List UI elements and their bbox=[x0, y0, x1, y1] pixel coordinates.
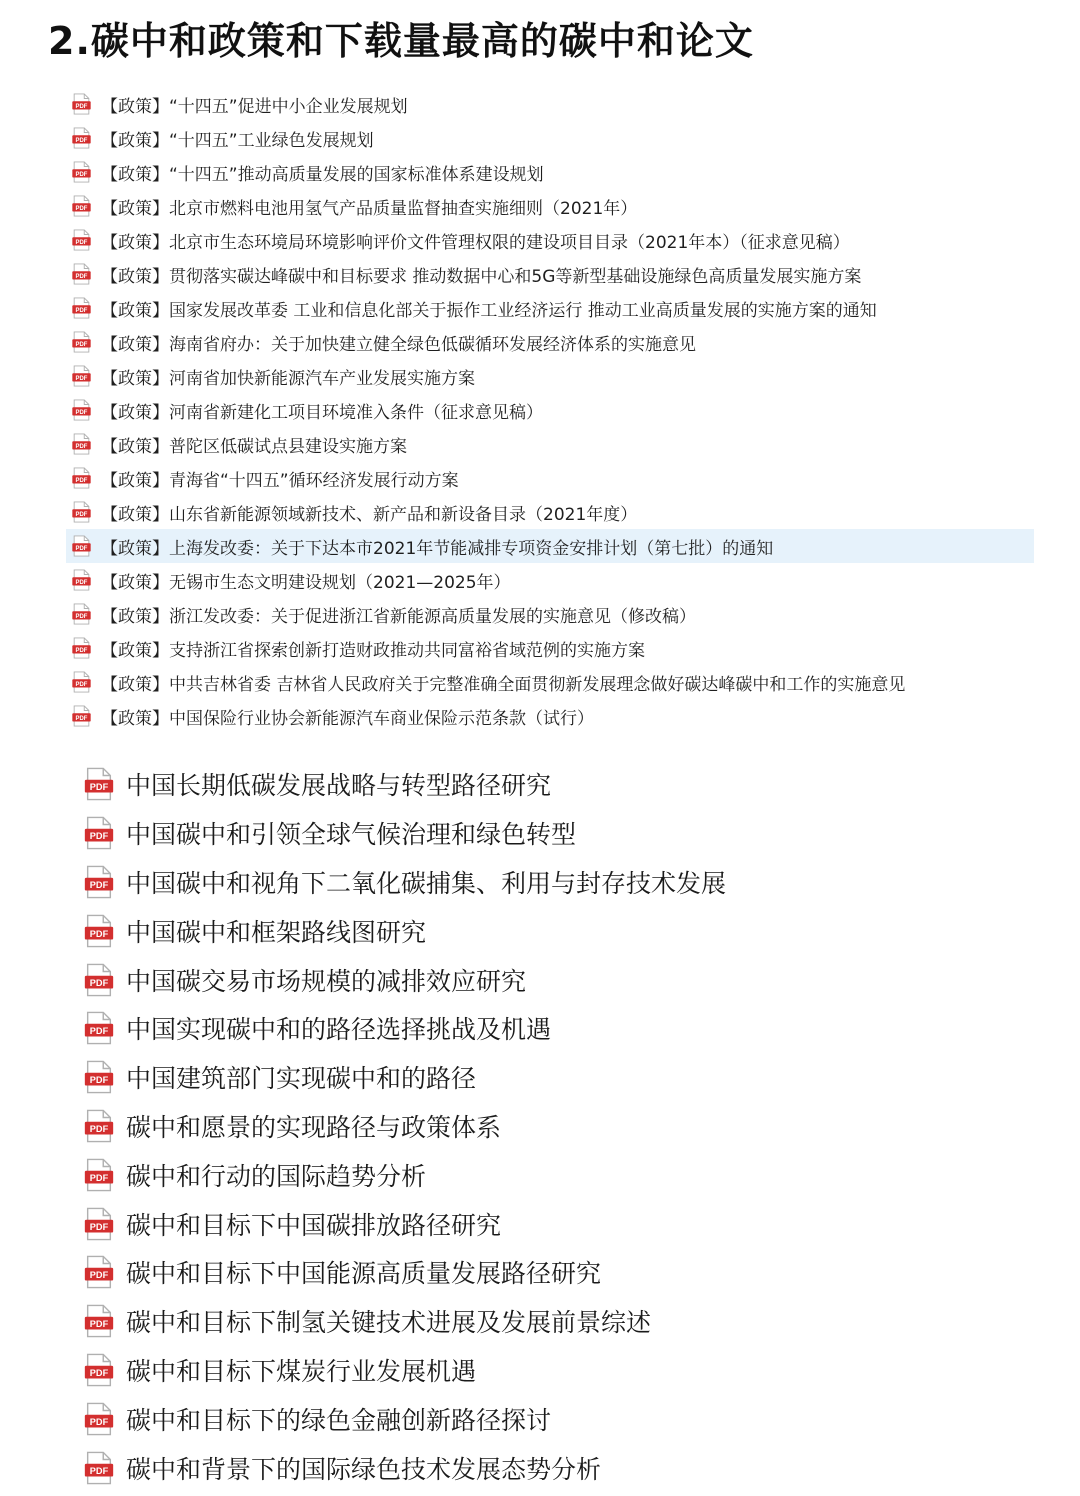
svg-text:PDF: PDF bbox=[75, 443, 88, 450]
pdf-file-icon bbox=[72, 297, 91, 319]
pdf-file-icon bbox=[84, 1451, 114, 1485]
pdf-file-icon bbox=[84, 865, 114, 899]
svg-text:PDF: PDF bbox=[89, 928, 109, 939]
file-name: 【政策】中国保险行业协会新能源汽车商业保险示范条款（试行） bbox=[101, 708, 594, 729]
policy-file-item[interactable] bbox=[66, 597, 1034, 631]
paper-file-item[interactable] bbox=[84, 1004, 1034, 1053]
paper-file-item[interactable] bbox=[84, 1150, 1034, 1199]
file-name: 【政策】上海发改委：关于下达本市2021年节能减排专项资金安排计划（第七批）的通知 bbox=[101, 538, 774, 559]
policy-file-item[interactable] bbox=[66, 393, 1034, 427]
file-name: 碳中和目标下中国能源高质量发展路径研究 bbox=[126, 1259, 602, 1289]
svg-text:PDF: PDF bbox=[89, 1075, 109, 1086]
file-name: 【政策】普陀区低碳试点县建设实施方案 bbox=[101, 436, 407, 457]
svg-text:PDF: PDF bbox=[75, 341, 88, 348]
paper-file-item[interactable] bbox=[84, 1053, 1034, 1102]
svg-text:PDF: PDF bbox=[75, 307, 88, 314]
svg-text:PDF: PDF bbox=[75, 545, 88, 552]
paper-file-list bbox=[84, 760, 1034, 1492]
pdf-file-icon bbox=[72, 671, 91, 693]
file-name: 【政策】“十四五”促进中小企业发展规划 bbox=[101, 96, 408, 117]
pdf-file-icon bbox=[72, 263, 91, 285]
policy-file-item[interactable] bbox=[66, 461, 1034, 495]
file-name: 中国建筑部门实现碳中和的路径 bbox=[126, 1064, 477, 1094]
svg-text:PDF: PDF bbox=[89, 782, 109, 793]
pdf-file-icon bbox=[72, 331, 91, 353]
svg-text:PDF: PDF bbox=[89, 1270, 109, 1281]
policy-file-item[interactable] bbox=[66, 563, 1034, 597]
svg-text:PDF: PDF bbox=[75, 239, 88, 246]
svg-text:PDF: PDF bbox=[89, 1416, 109, 1427]
paper-file-item[interactable] bbox=[84, 1346, 1034, 1395]
file-name: 【政策】北京市燃料电池用氢气产品质量监督抽查实施细则（2021年） bbox=[101, 198, 638, 219]
svg-text:PDF: PDF bbox=[75, 477, 88, 484]
pdf-file-icon bbox=[72, 535, 91, 557]
file-name: 中国实现碳中和的路径选择挑战及机遇 bbox=[126, 1015, 552, 1045]
policy-file-item[interactable] bbox=[66, 359, 1034, 393]
svg-text:PDF: PDF bbox=[75, 715, 88, 722]
svg-text:PDF: PDF bbox=[75, 375, 88, 382]
paper-file-item[interactable] bbox=[84, 1248, 1034, 1297]
svg-text:PDF: PDF bbox=[75, 103, 88, 110]
file-name: 中国碳中和框架路线图研究 bbox=[126, 917, 427, 947]
file-name: 【政策】河南省加快新能源汽车产业发展实施方案 bbox=[101, 368, 475, 389]
paper-file-item[interactable] bbox=[84, 809, 1034, 858]
paper-file-item[interactable] bbox=[84, 955, 1034, 1004]
file-name: 中国碳交易市场规模的减排效应研究 bbox=[126, 966, 527, 996]
svg-text:PDF: PDF bbox=[75, 579, 88, 586]
svg-text:PDF: PDF bbox=[89, 1319, 109, 1330]
pdf-file-icon bbox=[84, 1011, 114, 1045]
pdf-file-icon bbox=[84, 1304, 114, 1338]
policy-file-item[interactable] bbox=[66, 427, 1034, 461]
pdf-file-icon bbox=[72, 705, 91, 727]
svg-text:PDF: PDF bbox=[89, 1368, 109, 1379]
file-name: 【政策】青海省“十四五”循环经济发展行动方案 bbox=[101, 470, 459, 491]
pdf-file-icon bbox=[72, 229, 91, 251]
pdf-file-icon bbox=[72, 365, 91, 387]
svg-text:PDF: PDF bbox=[75, 273, 88, 280]
file-name: 【政策】支持浙江省探索创新打造财政推动共同富裕省域范例的实施方案 bbox=[101, 640, 645, 661]
file-name: 【政策】北京市生态环境局环境影响评价文件管理权限的建设项目目录（2021年本）（征求意见稿） bbox=[101, 232, 850, 253]
svg-text:PDF: PDF bbox=[89, 1026, 109, 1037]
pdf-file-icon bbox=[84, 1158, 114, 1192]
pdf-file-icon bbox=[72, 467, 91, 489]
paper-file-item[interactable] bbox=[84, 906, 1034, 955]
svg-text:PDF: PDF bbox=[75, 647, 88, 654]
svg-text:PDF: PDF bbox=[75, 681, 88, 688]
file-name: 中国长期低碳发展战略与转型路径研究 bbox=[126, 771, 552, 801]
pdf-file-icon bbox=[84, 1207, 114, 1241]
policy-file-item[interactable] bbox=[66, 257, 1034, 291]
file-name: 【政策】国家发展改革委 工业和信息化部关于振作工业经济运行 推动工业高质量发展的实施方案的通知 bbox=[101, 300, 877, 321]
file-name: 【政策】无锡市生态文明建设规划（2021—2025年） bbox=[101, 572, 511, 593]
svg-text:PDF: PDF bbox=[75, 137, 88, 144]
file-name: 【政策】河南省新建化工项目环境准入条件（征求意见稿） bbox=[101, 402, 543, 423]
policy-file-item[interactable] bbox=[66, 529, 1034, 563]
policy-file-item[interactable] bbox=[66, 291, 1034, 325]
file-name: 碳中和目标下中国碳排放路径研究 bbox=[126, 1210, 502, 1240]
pdf-file-icon bbox=[84, 1060, 114, 1094]
svg-text:PDF: PDF bbox=[75, 205, 88, 212]
paper-file-item[interactable] bbox=[84, 1394, 1034, 1443]
svg-text:PDF: PDF bbox=[89, 880, 109, 891]
paper-file-item[interactable] bbox=[84, 1297, 1034, 1346]
pdf-file-icon bbox=[72, 501, 91, 523]
pdf-file-icon bbox=[72, 433, 91, 455]
file-name: 碳中和行动的国际趋势分析 bbox=[126, 1161, 427, 1191]
paper-file-item[interactable] bbox=[84, 760, 1034, 809]
file-name: 碳中和目标下制氢关键技术进展及发展前景综述 bbox=[126, 1308, 652, 1338]
svg-text:PDF: PDF bbox=[89, 1465, 109, 1476]
svg-text:PDF: PDF bbox=[89, 1172, 109, 1183]
file-name: 【政策】贯彻落实碳达峰碳中和目标要求 推动数据中心和5G等新型基础设施绿色高质量发展实施方案 bbox=[101, 266, 862, 287]
pdf-file-icon bbox=[72, 569, 91, 591]
file-name: 碳中和目标下煤炭行业发展机遇 bbox=[126, 1356, 477, 1386]
pdf-file-icon bbox=[84, 1109, 114, 1143]
svg-text:PDF: PDF bbox=[89, 1124, 109, 1135]
pdf-file-icon bbox=[84, 1402, 114, 1436]
pdf-file-icon bbox=[72, 637, 91, 659]
policy-file-item[interactable] bbox=[66, 155, 1034, 189]
policy-file-item[interactable] bbox=[66, 223, 1034, 257]
svg-text:PDF: PDF bbox=[89, 1221, 109, 1232]
pdf-file-icon bbox=[72, 161, 91, 183]
file-name: 碳中和愿景的实现路径与政策体系 bbox=[126, 1112, 502, 1142]
file-name: 【政策】“十四五”工业绿色发展规划 bbox=[101, 130, 374, 151]
policy-file-item[interactable] bbox=[66, 699, 1034, 733]
pdf-file-icon bbox=[84, 963, 114, 997]
file-name: 【政策】山东省新能源领域新技术、新产品和新设备目录（2021年度） bbox=[101, 504, 638, 525]
pdf-file-icon bbox=[84, 1353, 114, 1387]
pdf-file-icon bbox=[84, 767, 114, 801]
policy-file-item[interactable] bbox=[66, 87, 1034, 121]
pdf-file-icon bbox=[84, 1255, 114, 1289]
policy-file-item[interactable] bbox=[66, 325, 1034, 359]
policy-file-list bbox=[66, 87, 1034, 733]
pdf-file-icon bbox=[84, 914, 114, 948]
file-name: 碳中和目标下的绿色金融创新路径探讨 bbox=[126, 1405, 552, 1435]
file-name: 【政策】浙江发改委：关于促进浙江省新能源高质量发展的实施意见（修改稿） bbox=[101, 606, 696, 627]
svg-text:PDF: PDF bbox=[75, 171, 88, 178]
policy-file-item[interactable] bbox=[66, 189, 1034, 223]
svg-text:PDF: PDF bbox=[75, 511, 88, 518]
pdf-file-icon bbox=[84, 816, 114, 850]
file-name: 【政策】“十四五”推动高质量发展的国家标准体系建设规划 bbox=[101, 164, 544, 185]
pdf-file-icon bbox=[72, 93, 91, 115]
policy-file-item[interactable] bbox=[66, 495, 1034, 529]
paper-file-item[interactable] bbox=[84, 1443, 1034, 1492]
pdf-file-icon bbox=[72, 127, 91, 149]
file-name: 中国碳中和视角下二氧化碳捕集、利用与封存技术发展 bbox=[126, 868, 727, 898]
policy-file-item[interactable] bbox=[66, 121, 1034, 155]
pdf-file-icon bbox=[72, 603, 91, 625]
pdf-file-icon bbox=[72, 195, 91, 217]
file-name: 【政策】海南省府办：关于加快建立健全绿色低碳循环发展经济体系的实施意见 bbox=[101, 334, 696, 355]
svg-text:PDF: PDF bbox=[89, 977, 109, 988]
svg-text:PDF: PDF bbox=[75, 613, 88, 620]
policy-file-item[interactable] bbox=[66, 631, 1034, 665]
policy-file-item[interactable] bbox=[66, 665, 1034, 699]
file-name: 碳中和背景下的国际绿色技术发展态势分析 bbox=[126, 1454, 602, 1484]
paper-file-item[interactable] bbox=[84, 858, 1034, 907]
svg-text:PDF: PDF bbox=[89, 831, 109, 842]
file-name: 【政策】中共吉林省委 吉林省人民政府关于完整准确全面贯彻新发展理念做好碳达峰碳中和工作的实施意见 bbox=[101, 674, 906, 695]
paper-file-item[interactable] bbox=[84, 1199, 1034, 1248]
paper-file-item[interactable] bbox=[84, 1102, 1034, 1151]
svg-text:PDF: PDF bbox=[75, 409, 88, 416]
file-name: 中国碳中和引领全球气候治理和绿色转型 bbox=[126, 820, 577, 850]
pdf-file-icon bbox=[72, 399, 91, 421]
page-title: 2.碳中和政策和下载量最高的碳中和论文 bbox=[48, 19, 754, 63]
